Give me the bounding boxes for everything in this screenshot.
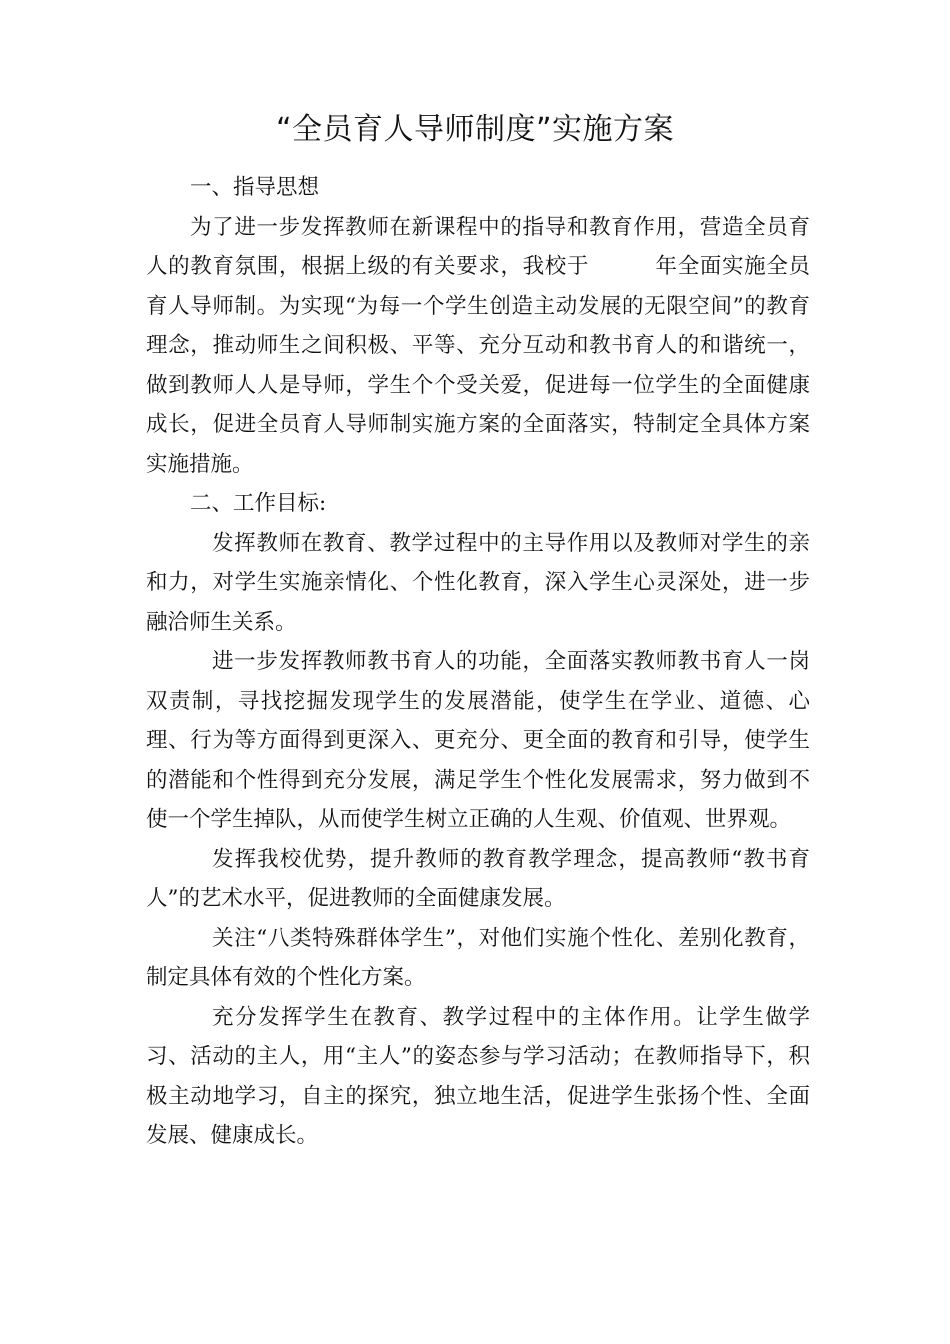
paragraph-goal-5: 充分发挥学生在教育、教学过程中的主体作用。让学生做学习、活动的主人，用“主人”的姿态参与学习活动；在教师指导下，积极主动地学习，自主的探究，独立地生活，促进学生张扬个性、全面发展、健康成长。 xyxy=(146,1004,810,1148)
document-title: “全员育人导师制度”实施方案 xyxy=(275,112,675,147)
paragraph-goal-3: 发挥我校优势，提升教师的教育教学理念，提高教师“教书育人”的艺术水平，促进教师的全面健康发展。 xyxy=(146,846,810,911)
paragraph-goal-1: 发挥教师在教育、教学过程中的主导作用以及教师对学生的亲和力，对学生实施亲情化、个性化教育，深入学生心灵深处，进一步融洽师生关系。 xyxy=(146,530,810,635)
section-heading-work-goals: 二、工作目标: xyxy=(190,491,327,516)
document-body xyxy=(146,168,810,1156)
paragraph-goal-2: 进一步发挥教师教书育人的功能，全面落实教师教书育人一岗双责制，寻找挖掘发现学生的发展潜能，使学生在学业、道德、心理、行为等方面得到更深入、更充分、更全面的教育和引导，使学生的潜能和个性得到充分发展，满足学生个性化发展需求，努力做到不使一个学生掉队，从而使学生树立正确的人生观、价值观、世界观。 xyxy=(146,649,810,832)
paragraph-goal-4: 关注“八类特殊群体学生”，对他们实施个性化、差别化教育，制定具体有效的个性化方案。 xyxy=(146,925,810,990)
paragraph-guiding-ideology: 为了进一步发挥教师在新课程中的指导和教育作用，营造全员育人的教育氛围，根据上级的有关要求，我校于 年全面实施全员育人导师制。为实现“为每一个学生创造主动发展的无限空间”的教育理念，推动师生之间积极、平等、充分互动和教书育人的和谐统一，做到教师人人是导师，学生个个受关爱，促进每一位学生的全面健康成长，促进全员育人导师制实施方案的全面落实，特制定全具体方案实施措施。 xyxy=(146,214,810,477)
section-heading-guiding-ideology: 一、指导思想 xyxy=(190,175,320,200)
